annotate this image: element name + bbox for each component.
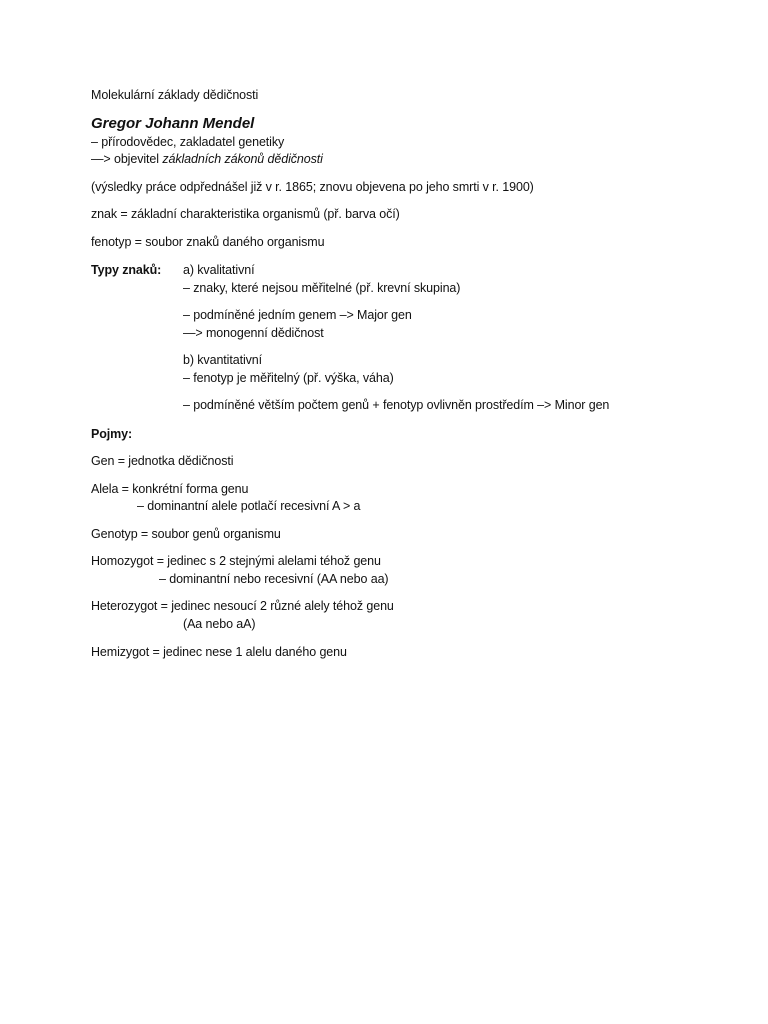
term-genotyp: Genotyp = soubor genů organismu [91,527,281,541]
term-alela: Alela = konkrétní forma genu [91,482,249,496]
types-a-line: —> monogenní dědičnost [183,326,324,340]
results-note: (výsledky práce odpřednášel již v r. 1865; znovu objevena po jeho smrti v r. 1900) [91,180,534,194]
term-homozygot-note: – dominantní nebo recesivní (AA nebo aa) [159,572,389,586]
types-heading: Typy znaků: [91,263,162,277]
term-hemizygot: Hemizygot = jedinec nese 1 alelu daného genu [91,645,347,659]
document-title: Molekulární základy dědičnosti [91,88,259,102]
types-a-label: a) kvalitativní [183,263,255,277]
types-b-line: – podmíněné větším počtem genů + fenotyp ovlivněn prostředím –> Minor gen [183,398,610,412]
term-heterozygot: Heterozygot = jedinec nesoucí 2 různé alely téhož genu [91,599,394,613]
author-discovery [91,152,323,167]
author-discovery-prefix: —> objevitel [91,152,163,166]
definition-znak: znak = základní charakteristika organismů (př. barva očí) [91,207,400,221]
term-gen: Gen = jednotka dědičnosti [91,454,234,468]
types-b-line: – fenotyp je měřitelný (př. výška, váha) [183,371,394,385]
definition-fenotyp: fenotyp = soubor znaků daného organismu [91,235,325,249]
term-homozygot: Homozygot = jedinec s 2 stejnými alelami téhož genu [91,554,381,568]
author-heading: Gregor Johann Mendel [91,115,255,132]
laws-italic-text: základních zákonů dědičnosti [162,152,323,166]
types-a-line: – podmíněné jedním genem –> Major gen [183,308,412,322]
term-alela-note: – dominantní alele potlačí recesivní A > a [137,499,361,513]
types-b-label: b) kvantitativní [183,353,262,367]
types-a-line: – znaky, které nejsou měřitelné (př. krevní skupina) [183,281,461,295]
author-description: – přírodovědec, zakladatel genetiky [91,135,285,149]
term-heterozygot-note: (Aa nebo aA) [183,617,256,631]
pojmy-heading: Pojmy: [91,427,133,441]
